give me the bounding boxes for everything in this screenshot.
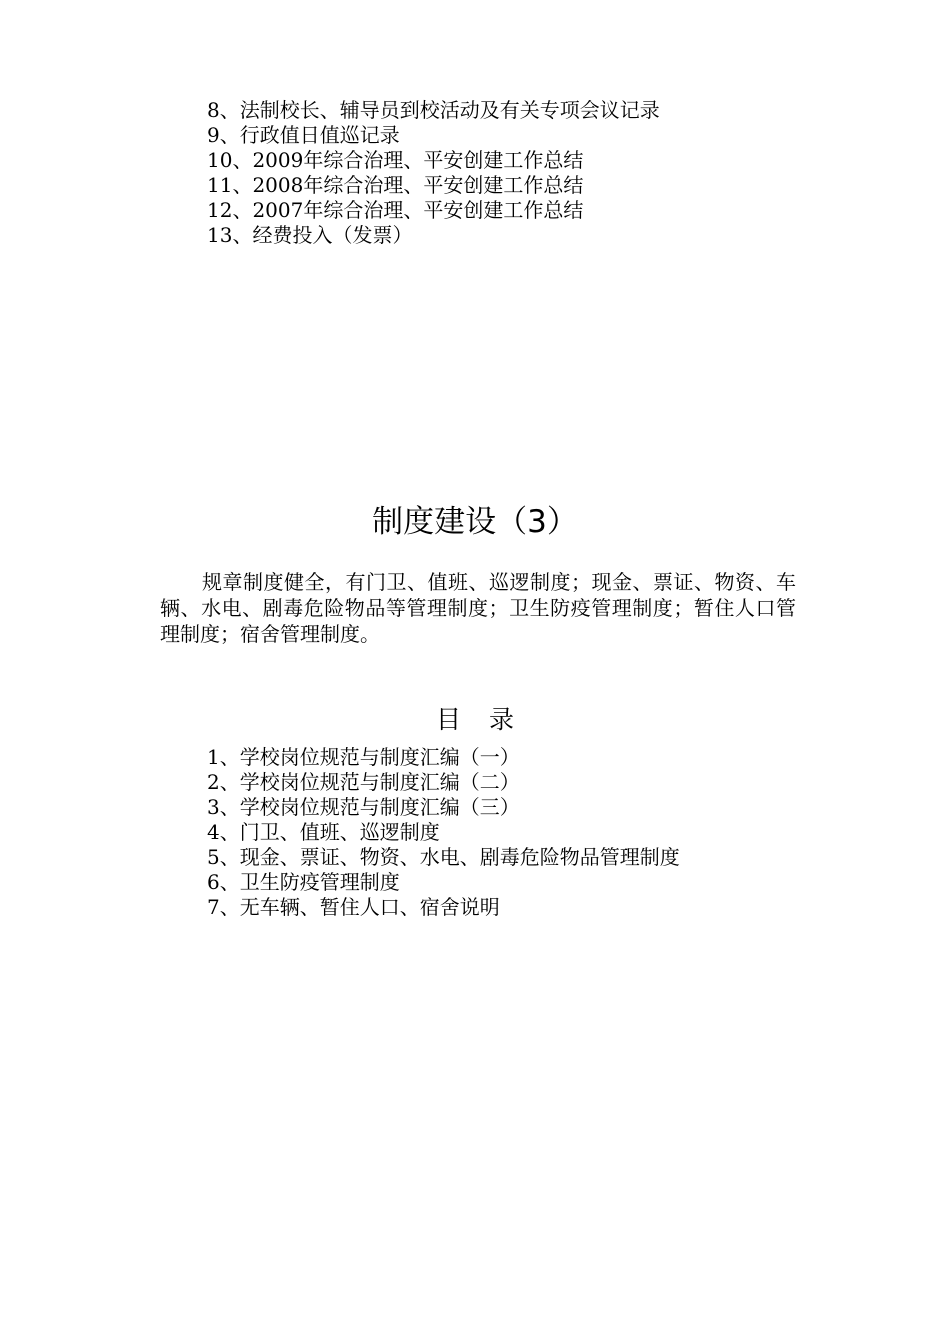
toc-item: 4、门卫、值班、巡逻制度 — [207, 820, 440, 844]
toc-item: 3、学校岗位规范与制度汇编（三） — [207, 795, 520, 819]
toc-item: 5、现金、票证、物资、水电、剧毒危险物品管理制度 — [207, 845, 680, 869]
list-item: 13、经费投入（发票） — [207, 223, 413, 247]
list-item: 11、2008年综合治理、平安创建工作总结 — [207, 173, 584, 197]
section-title: 制度建设（3） — [372, 504, 578, 540]
toc-item: 7、无车辆、暂住人口、宿舍说明 — [207, 895, 500, 919]
records-list — [207, 98, 660, 248]
list-item: 10、2009年综合治理、平安创建工作总结 — [207, 148, 584, 172]
toc-item: 6、卫生防疫管理制度 — [207, 870, 400, 894]
list-item: 12、2007年综合治理、平安创建工作总结 — [207, 198, 584, 222]
toc-item: 2、学校岗位规范与制度汇编（二） — [207, 770, 520, 794]
intro-paragraph: 规章制度健全，有门卫、值班、巡逻制度；现金、票证、物资、车辆、水电、剧毒危险物品等管理制度；卫生防疫管理制度；暂住人口管理制度；宿舍管理制度。 — [160, 570, 796, 646]
toc-title: 目录 — [435, 705, 542, 734]
list-item: 8、法制校长、辅导员到校活动及有关专项会议记录 — [207, 98, 660, 122]
list-item: 9、行政值日值巡记录 — [207, 123, 400, 147]
toc-item: 1、学校岗位规范与制度汇编（一） — [207, 745, 520, 769]
toc-list — [207, 745, 680, 920]
